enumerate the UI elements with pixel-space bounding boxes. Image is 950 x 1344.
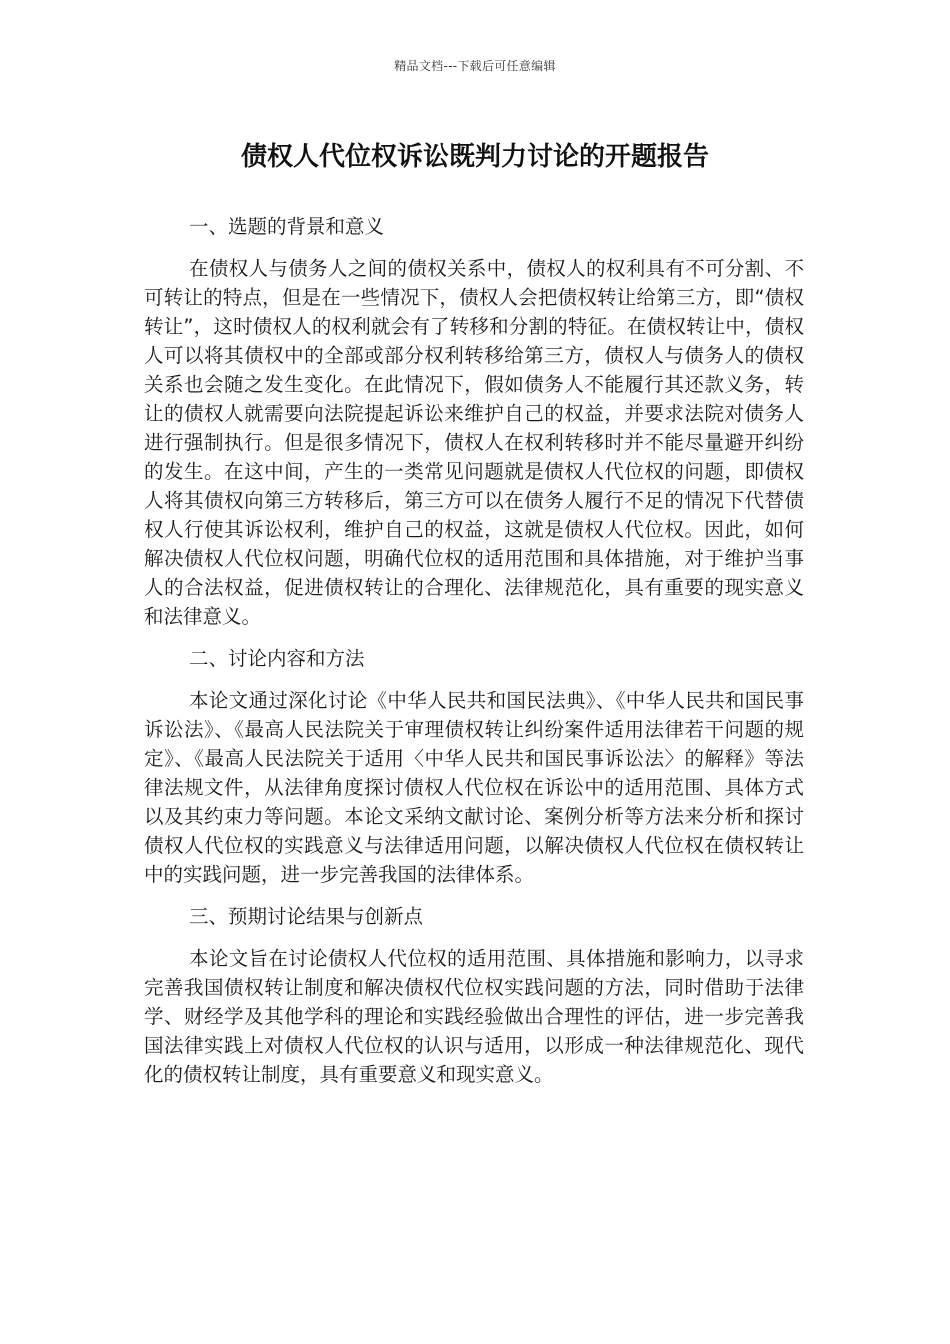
document-body — [144, 212, 804, 1102]
section-paragraph-content-method: 本论文通过深化讨论《中华人民共和国民法典》、《中华人民共和国民事诉讼法》、《最高人民法院关于审理债权转让纠纷案件适用法律若干问题的规定》、《最高人民法院关于适用〈中华人民共和国民事诉讼法〉的解释》等法律法规文件，从法律角度探讨债权人代位权在诉讼中的适用范围、具体方式以及其约束力等问题。本论文采纳文献讨论、案例分析等方法来分析和探讨债权人代位权的实践意义与法律适用问题，以解决债权人代位权在债权转让中的实践问题，进一步完善我国的法律体系。 — [144, 689, 804, 886]
section-heading-content-method: 二、讨论内容和方法 — [189, 647, 365, 670]
section-heading-background: 一、选题的背景和意义 — [189, 215, 385, 238]
section-heading-expected-results: 三、预期讨论结果与创新点 — [189, 905, 424, 928]
section-paragraph-expected-results: 本论文旨在讨论债权人代位权的适用范围、具体措施和影响力，以寻求完善我国债权转让制度和解决债权代位权实践问题的方法，同时借助于法律学、财经学及其他学科的理论和实践经验做出合理性的评估，进一步完善我国法律实践上对债权人代位权的认识与适用，以形成一种法律规范化、现代化的债权转让制度，具有重要意义和现实意义。 — [144, 947, 804, 1086]
document-title: 债权人代位权诉讼既判力讨论的开题报告 — [240, 142, 709, 172]
page-header-watermark: 精品文档---下载后可任意编辑 — [394, 59, 556, 73]
section-paragraph-background: 在债权人与债务人之间的债权关系中，债权人的权利具有不可分割、不可转让的特点，但是在一些情况下，债权人会把债权转让给第三方，即“债权转让”，这时债权人的权利就会有了转移和分割的特征。在债权转让中，债权人可以将其债权中的全部或部分权利转移给第三方，债权人与债务人的债权关系也会随之发生变化。在此情况下，假如债务人不能履行其还款义务，转让的债权人就需要向法院提起诉讼来维护自己的权益，并要求法院对债务人进行强制执行。但是很多情况下，债权人在权利转移时并不能尽量避开纠纷的发生。在这中间，产生的一类常见问题就是债权人代位权的问题，即债权人将其债权向第三方转移后，第三方可以在债务人履行不足的情况下代替债权人行使其诉讼权利，维护自己的权益，这就是债权人代位权。因此，如何解决债权人代位权问题，明确代位权的适用范围和具体措施，对于维护当事人的合法权益，促进债权转让的合理化、法律规范化，具有重要的现实意义和法律意义。 — [144, 257, 804, 628]
